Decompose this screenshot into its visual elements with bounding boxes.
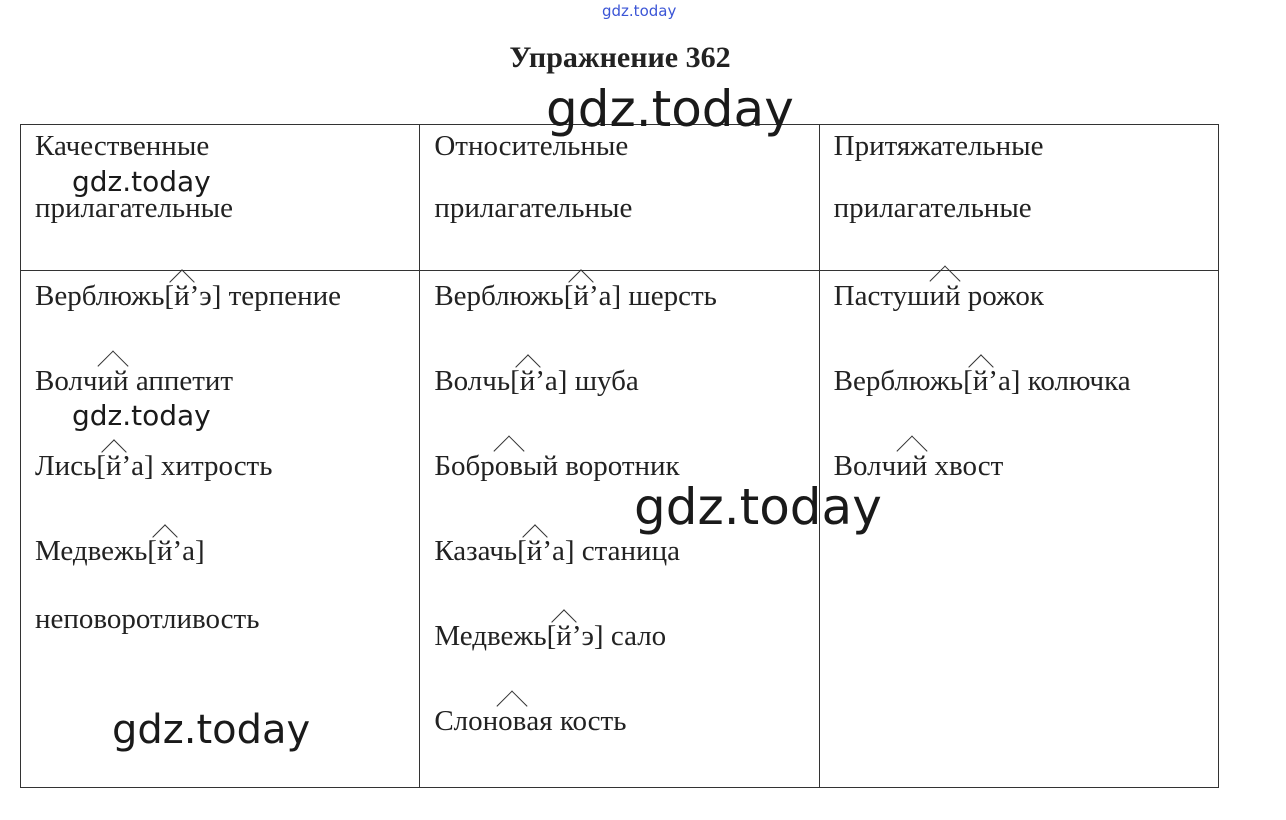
suffix-mark: й (174, 280, 190, 312)
list-item: Лись[й’а] хитрость (35, 450, 273, 482)
list-item: Казачь[й’а] станица (434, 535, 680, 567)
list-item: Верблюжь[й’э] терпение (35, 280, 341, 312)
suffix-mark: й (972, 365, 989, 397)
suffix-mark: ий (97, 365, 129, 397)
list-item: Верблюжь[й’а] шерсть (434, 280, 717, 312)
suffix-mark: ий (896, 450, 928, 482)
suffix-mark: й (519, 365, 536, 397)
header-line: Качественные (35, 130, 210, 162)
list-item: Волчий хвост (833, 450, 1004, 482)
header-line: прилагательные (833, 192, 1032, 224)
header-line: Относительные (434, 130, 629, 162)
suffix-mark: й (526, 535, 543, 567)
adjectives-table (20, 124, 1219, 788)
header-line: Притяжательные (833, 130, 1044, 162)
list-item: Слоновая кость (434, 705, 627, 737)
watermark-center: gdz.today (634, 478, 882, 536)
suffix-mark: ов (494, 450, 523, 482)
suffix-mark: ий (929, 280, 961, 312)
list-item: Пастуший рожок (833, 280, 1044, 312)
list-item: Волчий аппетит (35, 365, 234, 397)
list-item: Медвежь[й’э] сало (434, 620, 667, 652)
watermark-col1-mid: gdz.today (72, 399, 211, 432)
header-line: прилагательные (434, 192, 633, 224)
watermark-col1-header: gdz.today (72, 165, 211, 198)
list-item: Бобровый воротник (434, 450, 680, 482)
suffix-mark: й (105, 450, 122, 482)
list-item: Верблюжь[й’а] колючка (833, 365, 1131, 397)
suffix-mark: ов (498, 705, 527, 737)
suffix-mark: й (156, 535, 173, 567)
suffix-mark: й (556, 620, 572, 652)
header-cell-relative (420, 125, 819, 271)
header-cell-possessive (819, 125, 1218, 271)
suffix-mark: й (573, 280, 589, 312)
header-line: прилагательные (35, 192, 234, 224)
watermark-bottom-left: gdz.today (112, 707, 311, 753)
watermark-top: gdz.today (602, 2, 677, 20)
list-item: Медвежь[й’а] неповоротливость (35, 535, 260, 635)
list-item: Волчь[й’а] шуба (434, 365, 639, 397)
watermark-header: gdz.today (546, 80, 794, 138)
page-title: Упражнение 362 (509, 41, 731, 74)
